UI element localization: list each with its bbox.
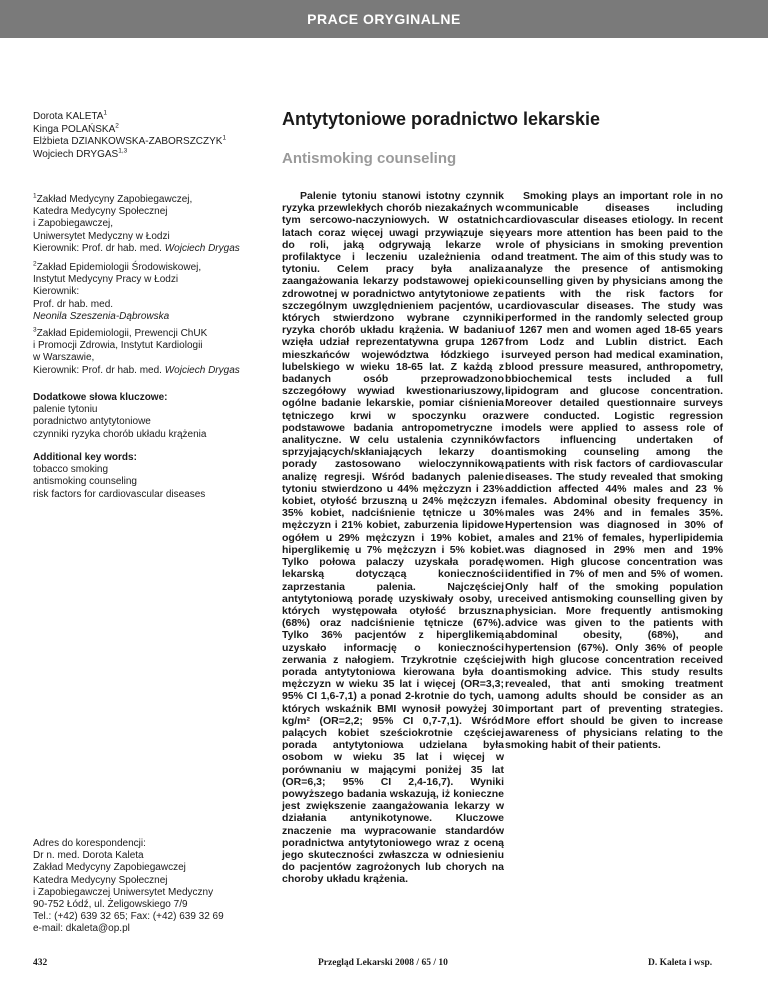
article-title: Antytytoniowe poradnictwo lekarskie <box>282 109 601 129</box>
correspondence-address: Adres do korespondencji: Dr n. med. Dorota Kaleta Zakład Medycyny Zapobiegawczej Katedra Medycyny Społecznej i Zapobiegawczej Uniwersytet Medyczny 90-752 Łódź, ul. Żeligowskiego 7/9 Tel.: (+42) 639 32 65; Fax: (+42) 639 32 69 e-mail: dkaleta@op.pl <box>33 838 224 935</box>
abstract-english-text: Smoking plays an important role in no communicable diseases including cardiovascular diseases etiology. In recent years more attention has been paid to the role of physicians in smoking prevention and treatment. The aim of this study was to analyze the presence of antismoking counselling given by physicians among the patients with the risk factors for cardiovascular diseases. The study was performed in the randomly selected group of 1267 men and women aged 18-65 years from Lodz and Lublin district. Each surveyed person had medical examination, blood pressure measured, anthropometry, bbiochemical tests included a full lipidogram and glucose concentration. Moreover detailed questionnaire surveys were conducted. Logistic regression models were applied to assess role of factors influencing undertaken of antismoking counseling among the patients with risk factors of cardiovascular diseases. The study revealed that smoking addiction affected 44% males and 23 % females. Abdominal obesity frequency in males was 24% and in females 35%. Hypertension was diagnosed in 30% of males and 21% of females, hyperlipidemia was diagnosed in 29% men and 19% women. High glucose concentration was identified in 7% of men and 5% of women. Only half of the smoking population received antismoking counselling given by physician. More frequently antismoking advice was given to the patients with abdominal obesity, (68%), and hypertension (67%). Only 36% of people with high glucose concentration received antismoking advice. This study results revealed, that anti smoking treatment among adults should be consider as an important part of preventing strategies. More effort should be given to increase awareness of physicians relating to the smoking habit of their patients. <box>505 190 723 752</box>
author-list <box>33 111 263 161</box>
section-label: PRACE ORYGINALNE <box>307 11 461 27</box>
page-number: 432 <box>33 958 48 968</box>
section-banner <box>0 0 768 38</box>
article-subtitle: Antismoking counseling <box>282 150 457 167</box>
abstract-polish-text: Palenie tytoniu stanowi istotny czynnik ryzyka przewlekłych chorób niezakaźnych w tym sercowo-naczyniowych. W ostatnich latach coraz więcej uwagi przywiązuje się do roli, jaką odgrywają lekarze w profilaktyce i leczeniu uzależnienia od tytoniu. Celem pracy była analiza zaangażowania lekarzy podstawowej opieki zdrowotnej w poradnictwo antytytoniowe ze szczególnym uwzględnieniem pacjentów, u których stwierdzono wybrane czynniki ryzyka chorób układu krążenia. W badaniu wzięła udział reprezentatywna grupa 1267 mieszkańców województwa łódzkiego i lubelskiego w wieku 18-65 lat. Z każdą z badanych osób przeprowadzono szczegółowy wywiad kwestionariuszowy, ogólne badanie lekarskie, pomiar ciśnienia tętniczego krwi w spoczynku oraz podstawowe badania antropometryczne i analityczne. W celu ustalenia czynników sprzyjających/skłaniających lekarzy do porady zastosowano wieloczynnikową analizę regresji. Wśród badanych palenie tytoniu stwierdzono u 44% mężczyzn i 23% kobiet, otyłość brzuszną u 24% mężczyzn i 35% kobiet, nadciśnienie tętnicze u 30% mężczyzn i 21% kobiet, zaburzenia lipidowe ogółem u 29% mężczyzn i 19% kobiet, a hiperglikemię u 7% mężczyzn i 5% kobiet. Tylko połowa palaczy uzyskała poradę lekarską dotyczącą konieczności zaprzestania palenia. Najczęściej antytytoniową poradę uzyskiwały osoby, u których występowała otyłość brzuszna (68%) oraz nadciśnienie tętnicze (67%). Tylko 36% pacjentów z hiperglikemią uzyskało informację o konieczności zerwania z nałogiem. Trzykrotnie częściej porada antytytoniowa kierowana była do mężczyzn w wieku 35 lat i więcej (OR=3,3; 95% CI 1,6-7,1) a ponad 2-krotnie do tych, u których wskaźnik BMI wynosił powyżej 30 kg/m² (OR=2,2; 95% CI 0,7-7,1). Wśród palących kobiet sześciokrotnie częściej porada antytytoniowa udzielana była osobom w wieku 35 lat i więcej w porównaniu w mającymi poniżej 35 lat (OR=6,3; 95% CI 2,4-16,7). Wyniki powyższego badania wskazują, iż konieczne jest zwiększenie zaangażowania lekarzy w działania antynikotynowe. Kluczowe znaczenie ma wypracowanie standardów poradnictwa antytytoniowego wraz z oceną jego skuteczności zwłaszcza w odniesieniu do pacjentów zagrożonych lub chorych na choroby układu krążenia. <box>282 190 504 886</box>
journal-citation: Przegląd Lekarski 2008 / 65 / 10 <box>318 958 448 968</box>
abstract-english <box>505 190 723 751</box>
affiliation-2: $^2$Zakład Epidemiologii Środowiskowej, Instytut Medycyny Pracy w Łodzi Kierownik: Prof. dr hab. med. Neonila Szeszenia-Dąbrowska <box>33 260 202 322</box>
author: Elżbieta DZIANKOWSKA-ZABORSZCZYK$^1$ <box>33 134 227 147</box>
running-author: D. Kaleta i wsp. <box>648 958 713 968</box>
affiliation-1: $^1$Zakład Medycyny Zapobiegawczej, Katedra Medycyny Społecznej i Zapobiegawczej, Uniwersytet Medyczny w Łodzi Kierownik: Prof. dr hab. med. Wojciech Drygas <box>33 192 240 254</box>
affiliation-3: $^3$Zakład Epidemiologii, Prewencji ChUK i Promocji Zdrowia, Instytut Kardiologii w Warszawie, Kierownik: Prof. dr hab. med. Wojciech Drygas <box>33 326 240 376</box>
keywords-polish: Dodatkowe słowa kluczowe: palenie tytoniu poradnictwo antytytoniowe czynniki ryzyka chorób układu krążenia <box>33 392 207 440</box>
author: Dorota KALETA$^1$ <box>33 109 108 122</box>
author: Wojciech DRYGAS$^{1,3}$ <box>33 147 128 160</box>
keywords-english: Additional key words: tobacco smoking antismoking counseling risk factors for cardiovascular diseases <box>33 452 206 500</box>
abstract-polish <box>282 190 504 886</box>
author: Kinga POLAŃSKA$^2$ <box>33 122 119 135</box>
